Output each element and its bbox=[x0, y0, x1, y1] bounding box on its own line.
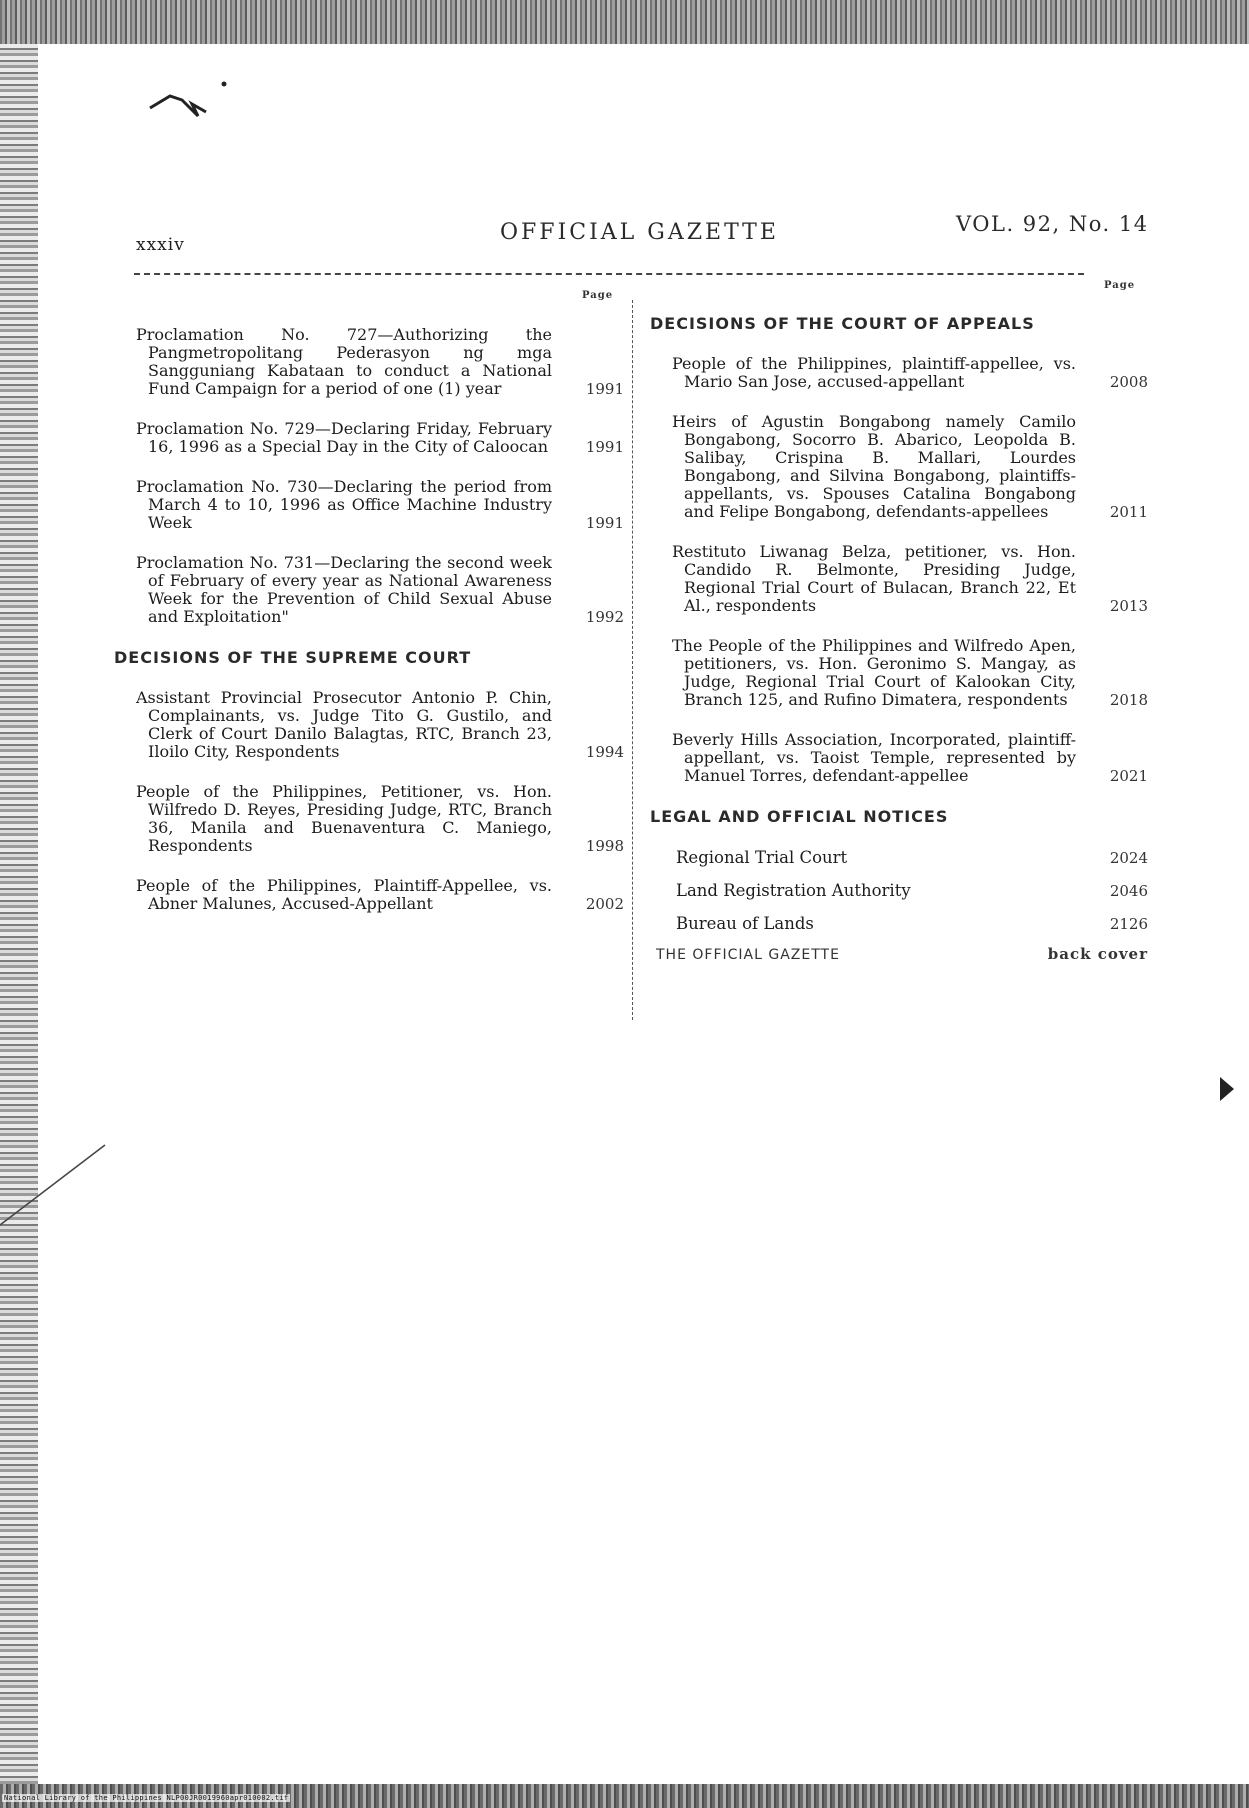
toc-entry bbox=[136, 877, 624, 913]
entry-page: 2013 bbox=[1109, 597, 1148, 615]
right-column bbox=[650, 310, 1148, 963]
entry-title: People of the Philippines, plaintiff-appellee, vs. Mario San Jose, accused-appellant bbox=[672, 354, 1076, 391]
entry-title: Assistant Provincial Prosecutor Antonio P. Chin, Complainants, vs. Judge Tito G. Gustilo, and Clerk of Court Danilo Balagtas, RTC, Branch 23, Iloilo City, Respondents bbox=[136, 688, 552, 761]
scan-edge-left bbox=[0, 44, 38, 1784]
left-column bbox=[114, 325, 624, 935]
page-number: xxxiv bbox=[136, 235, 185, 255]
entry-page: 1998 bbox=[585, 837, 624, 855]
publication-title: OFFICIAL GAZETTE bbox=[500, 220, 779, 245]
entry-title: Land Registration Authority bbox=[676, 881, 911, 900]
volume-number: VOL. 92, No. 14 bbox=[956, 212, 1149, 236]
entry-title: Beverly Hills Association, Incorporated, plaintiff-appellant, vs. Taoist Temple, represented by Manuel Torres, defendant-appellee bbox=[672, 730, 1076, 785]
entry-page: back cover bbox=[1047, 945, 1148, 963]
entry-title: THE OFFICIAL GAZETTE bbox=[656, 947, 840, 963]
toc-entry bbox=[676, 881, 1148, 900]
entry-title: Proclamation No. 731—Declaring the second week of February of every year as National Awareness Week for the Prevention of Child Sexual Abuse and Exploitation" bbox=[136, 553, 552, 626]
entry-page: 1991 bbox=[585, 514, 624, 532]
entry-title: Proclamation No. 730—Declaring the period from March 4 to 10, 1996 as Office Machine Industry Week bbox=[136, 477, 552, 532]
toc-entry bbox=[136, 783, 624, 855]
entry-page: 1991 bbox=[585, 380, 624, 398]
section-heading-court-of-appeals: DECISIONS OF THE COURT OF APPEALS bbox=[650, 314, 1035, 333]
entry-page: 2046 bbox=[1109, 882, 1148, 900]
toc-entry bbox=[650, 543, 1148, 615]
entry-page: 1994 bbox=[585, 743, 624, 761]
entry-page: 2024 bbox=[1109, 849, 1148, 867]
section-heading-legal-notices: LEGAL AND OFFICIAL NOTICES bbox=[650, 807, 949, 826]
entry-page: 2021 bbox=[1109, 767, 1148, 785]
toc-entry bbox=[650, 637, 1148, 709]
toc-entry bbox=[650, 731, 1148, 785]
toc-entry bbox=[136, 478, 624, 532]
toc-entry bbox=[136, 554, 624, 626]
toc-entry bbox=[676, 914, 1148, 933]
toc-entry bbox=[650, 355, 1148, 391]
entry-page: 2008 bbox=[1109, 373, 1148, 391]
entry-title: Bureau of Lands bbox=[676, 914, 814, 933]
toc-entry-back-cover bbox=[656, 947, 1148, 963]
entry-page: 2126 bbox=[1109, 915, 1148, 933]
page-column-label-right: Page bbox=[1104, 280, 1136, 291]
entry-title: Proclamation No. 727—Authorizing the Pangmetropolitang Pederasyon ng mga Sangguniang Kabataan to conduct a National Fund Campaign for a period of one (1) year bbox=[136, 325, 552, 398]
toc-entry bbox=[136, 420, 624, 456]
entry-title: People of the Philippines, Petitioner, vs. Hon. Wilfredo D. Reyes, Presiding Judge, RTC, Branch 36, Manila and Buenaventura C. Maniego, Respondents bbox=[136, 782, 552, 855]
section-heading-supreme-court: DECISIONS OF THE SUPREME COURT bbox=[114, 648, 472, 667]
toc-entry bbox=[136, 326, 624, 398]
entry-title: Heirs of Agustin Bongabong namely Camilo Bongabong, Socorro B. Abarico, Leopolda B. Salibay, Crispina B. Mallari, Lourdes Bongabong, and Silvina Bongabong, plaintiffs-appellants, vs. Spouses Catalina Bongabong and Felipe Bongabong, defendants-appellees bbox=[672, 412, 1076, 521]
entry-page: 2018 bbox=[1109, 691, 1148, 709]
scan-footer-note: National Library of the Philippines NLP00JR0019960apr010002.tif bbox=[4, 1794, 289, 1802]
entry-title: Restituto Liwanag Belza, petitioner, vs. Hon. Candido R. Belmonte, Presiding Judge, Regional Trial Court of Bulacan, Branch 22, Et Al., respondents bbox=[672, 542, 1076, 615]
entry-title: The People of the Philippines and Wilfredo Apen, petitioners, vs. Hon. Geronimo S. Mangay, as Judge, Regional Trial Court of Kalookan City, Branch 125, and Rufino Dimatera, respondents bbox=[672, 636, 1076, 709]
toc-entry bbox=[650, 413, 1148, 521]
column-divider bbox=[632, 300, 633, 1020]
entry-page: 1992 bbox=[585, 608, 624, 626]
header-rule bbox=[134, 273, 1084, 275]
scan-edge-top bbox=[0, 0, 1249, 44]
entry-page: 1991 bbox=[585, 438, 624, 456]
entry-title: Proclamation No. 729—Declaring Friday, February 16, 1996 as a Special Day in the City of Caloocan bbox=[136, 419, 552, 456]
scan-artifact-mark bbox=[140, 78, 230, 128]
scan-artifact-line bbox=[0, 1140, 110, 1230]
entry-title: Regional Trial Court bbox=[676, 848, 848, 867]
scan-artifact-arrow bbox=[1218, 1075, 1238, 1103]
entry-page: 2011 bbox=[1109, 503, 1148, 521]
page-column-label-left: Page bbox=[582, 290, 614, 301]
toc-entry bbox=[676, 848, 1148, 867]
entry-title: People of the Philippines, Plaintiff-Appellee, vs. Abner Malunes, Accused-Appellant bbox=[136, 876, 552, 913]
entry-page: 2002 bbox=[585, 895, 624, 913]
toc-entry bbox=[136, 689, 624, 761]
